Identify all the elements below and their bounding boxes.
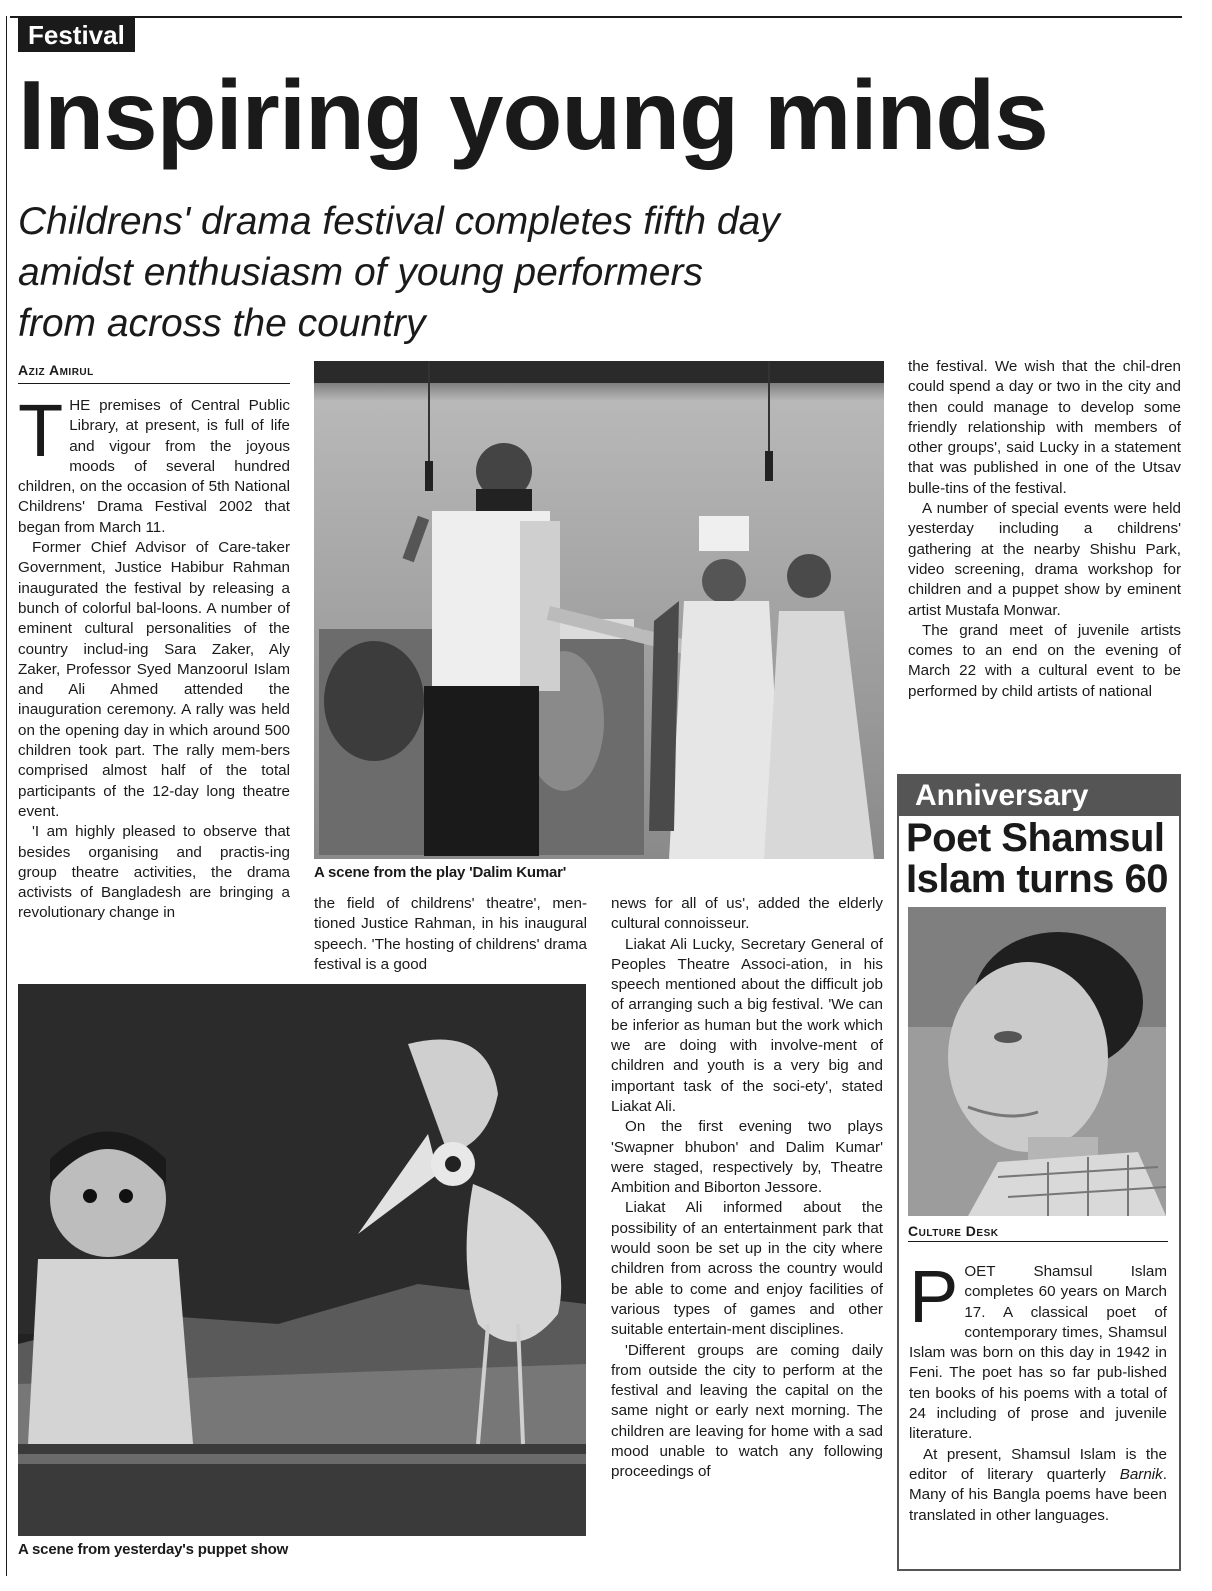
deck-line: from across the country xyxy=(18,302,426,345)
article-column-3 xyxy=(611,894,883,1483)
puppet-photo-caption: A scene from yesterday's puppet show xyxy=(18,1541,289,1558)
section-tag: Festival xyxy=(18,18,135,52)
paragraph: news for all of us', added the elderly cultural connoisseur. xyxy=(611,895,883,933)
paragraph: 'I am highly pleased to observe that besides organising and practis-ing group theatre activities, the drama activists of Bangladesh are bringing a revolutionary change in xyxy=(18,823,290,922)
article-column-2 xyxy=(314,894,587,975)
paragraph: the festival. We wish that the chil-dren could spend a day or two in the city and then could manage to develop some friendly relationship with members of other groups', said Lucky in a statement that was published in one of the Utsav bulle-tins of the festival. xyxy=(908,358,1181,497)
anniversary-body xyxy=(909,1255,1167,1526)
drop-cap: T xyxy=(18,389,64,472)
paragraph: Liakat Ali informed about the possibility of an entertainment park that would soon be set up in the city where children from across the country would be able to come and enjoy facilities of various types of games and other suitable entertain-ment disciplines. xyxy=(611,1199,883,1339)
headline: Inspiring young minds xyxy=(18,60,1048,170)
deck-line: amidst enthusiasm of young performers xyxy=(18,251,703,294)
left-rule xyxy=(6,16,7,1576)
anniversary-tag: Anniversary xyxy=(899,776,1179,816)
paragraph: 'Different groups are coming daily from outside the city to perform at the festival and leaving the capital on the same night or early next morning. The children are leaving for home with a sad mood unable to watch any following proceedings of xyxy=(611,1341,883,1481)
paragraph: POET Shamsul Islam completes 60 years on March 17. A classical poet of contemporary times, Shamsul Islam was born on this day in 1942 in Feni. The poet has so far pub-lished ten books of his poems with a total of 24 including of prose and juvenile literature. xyxy=(909,1255,1167,1443)
paragraph: Former Chief Advisor of Care-taker Government, Justice Habibur Rahman inaugurated the festival by releasing a bunch of colorful bal-loons. A number of eminent cultural personalities of the country includ-ing Sara Zaker, Aly Zaker, Professor Syed Manzoorul Islam and Ali Ahmed attended the inauguration ceremony. A rally was held on the opening day in which around 500 children took part. The rally mem-bers comprised almost half of the total participants of the 12-day long theatre event. xyxy=(18,539,290,820)
article-column-1 xyxy=(18,389,290,924)
anniversary-title-line: Islam turns 60 xyxy=(906,857,1169,901)
paragraph: The grand meet of juvenile artists comes to an end on the evening of March 22 with a cultural event to be performed by child artists of national xyxy=(908,621,1181,700)
play-photo-caption: A scene from the play 'Dalim Kumar' xyxy=(314,864,567,881)
anniversary-title-line: Poet Shamsul xyxy=(906,816,1165,860)
magazine-title: Barnik xyxy=(1119,1465,1163,1483)
paragraph: A number of special events were held yesterday including a childrens' gathering at the nearby Shishu Park, video screening, drama workshop for children and a puppet show by eminent artist Mustafa Monwar. xyxy=(908,500,1181,619)
deck xyxy=(18,196,898,349)
play-scene-photo xyxy=(314,361,884,859)
deck-line: Childrens' drama festival completes fifth day xyxy=(18,200,780,243)
puppet-show-photo xyxy=(18,984,586,1536)
paragraph: On the first evening two plays 'Swapner bhubon' and Dalim Kumar' were staged, respectively by, Theatre Ambition and Biborton Jessore. xyxy=(611,1118,883,1197)
anniversary-title xyxy=(906,818,1178,900)
paragraph: Liakat Ali Lucky, Secretary General of Peoples Theatre Associ-ation, in his speech mentioned about the difficult job of arranging such a big festival. 'We can be inferior as human but the work which we are doing with involve-ment of children and youth is a very big and important task of the soci-ety', stated Liakat Ali. xyxy=(611,935,883,1115)
drop-cap: P xyxy=(909,1255,959,1338)
top-rule xyxy=(10,16,1182,18)
paragraph: At present, Shamsul Islam is the editor of literary quarterly Barnik. Many of his Bangla poems have been translated in other languages. xyxy=(909,1445,1167,1524)
byline: Aziz Amirul xyxy=(18,360,290,384)
paragraph: THE premises of Central Public Library, at present, is full of life and vigour from the joyous moods of several hundred children, on the occasion of 5th National Childrens' Drama Festival 2002 that began from March 11. xyxy=(18,389,290,536)
poet-portrait-photo xyxy=(908,907,1166,1216)
article-column-4 xyxy=(908,357,1181,702)
anniversary-byline: Culture Desk xyxy=(908,1221,1168,1242)
paragraph: the field of childrens' theatre', men-tioned Justice Rahman, in his inaugural speech. 'The hosting of childrens' drama festival is a good xyxy=(314,895,587,973)
